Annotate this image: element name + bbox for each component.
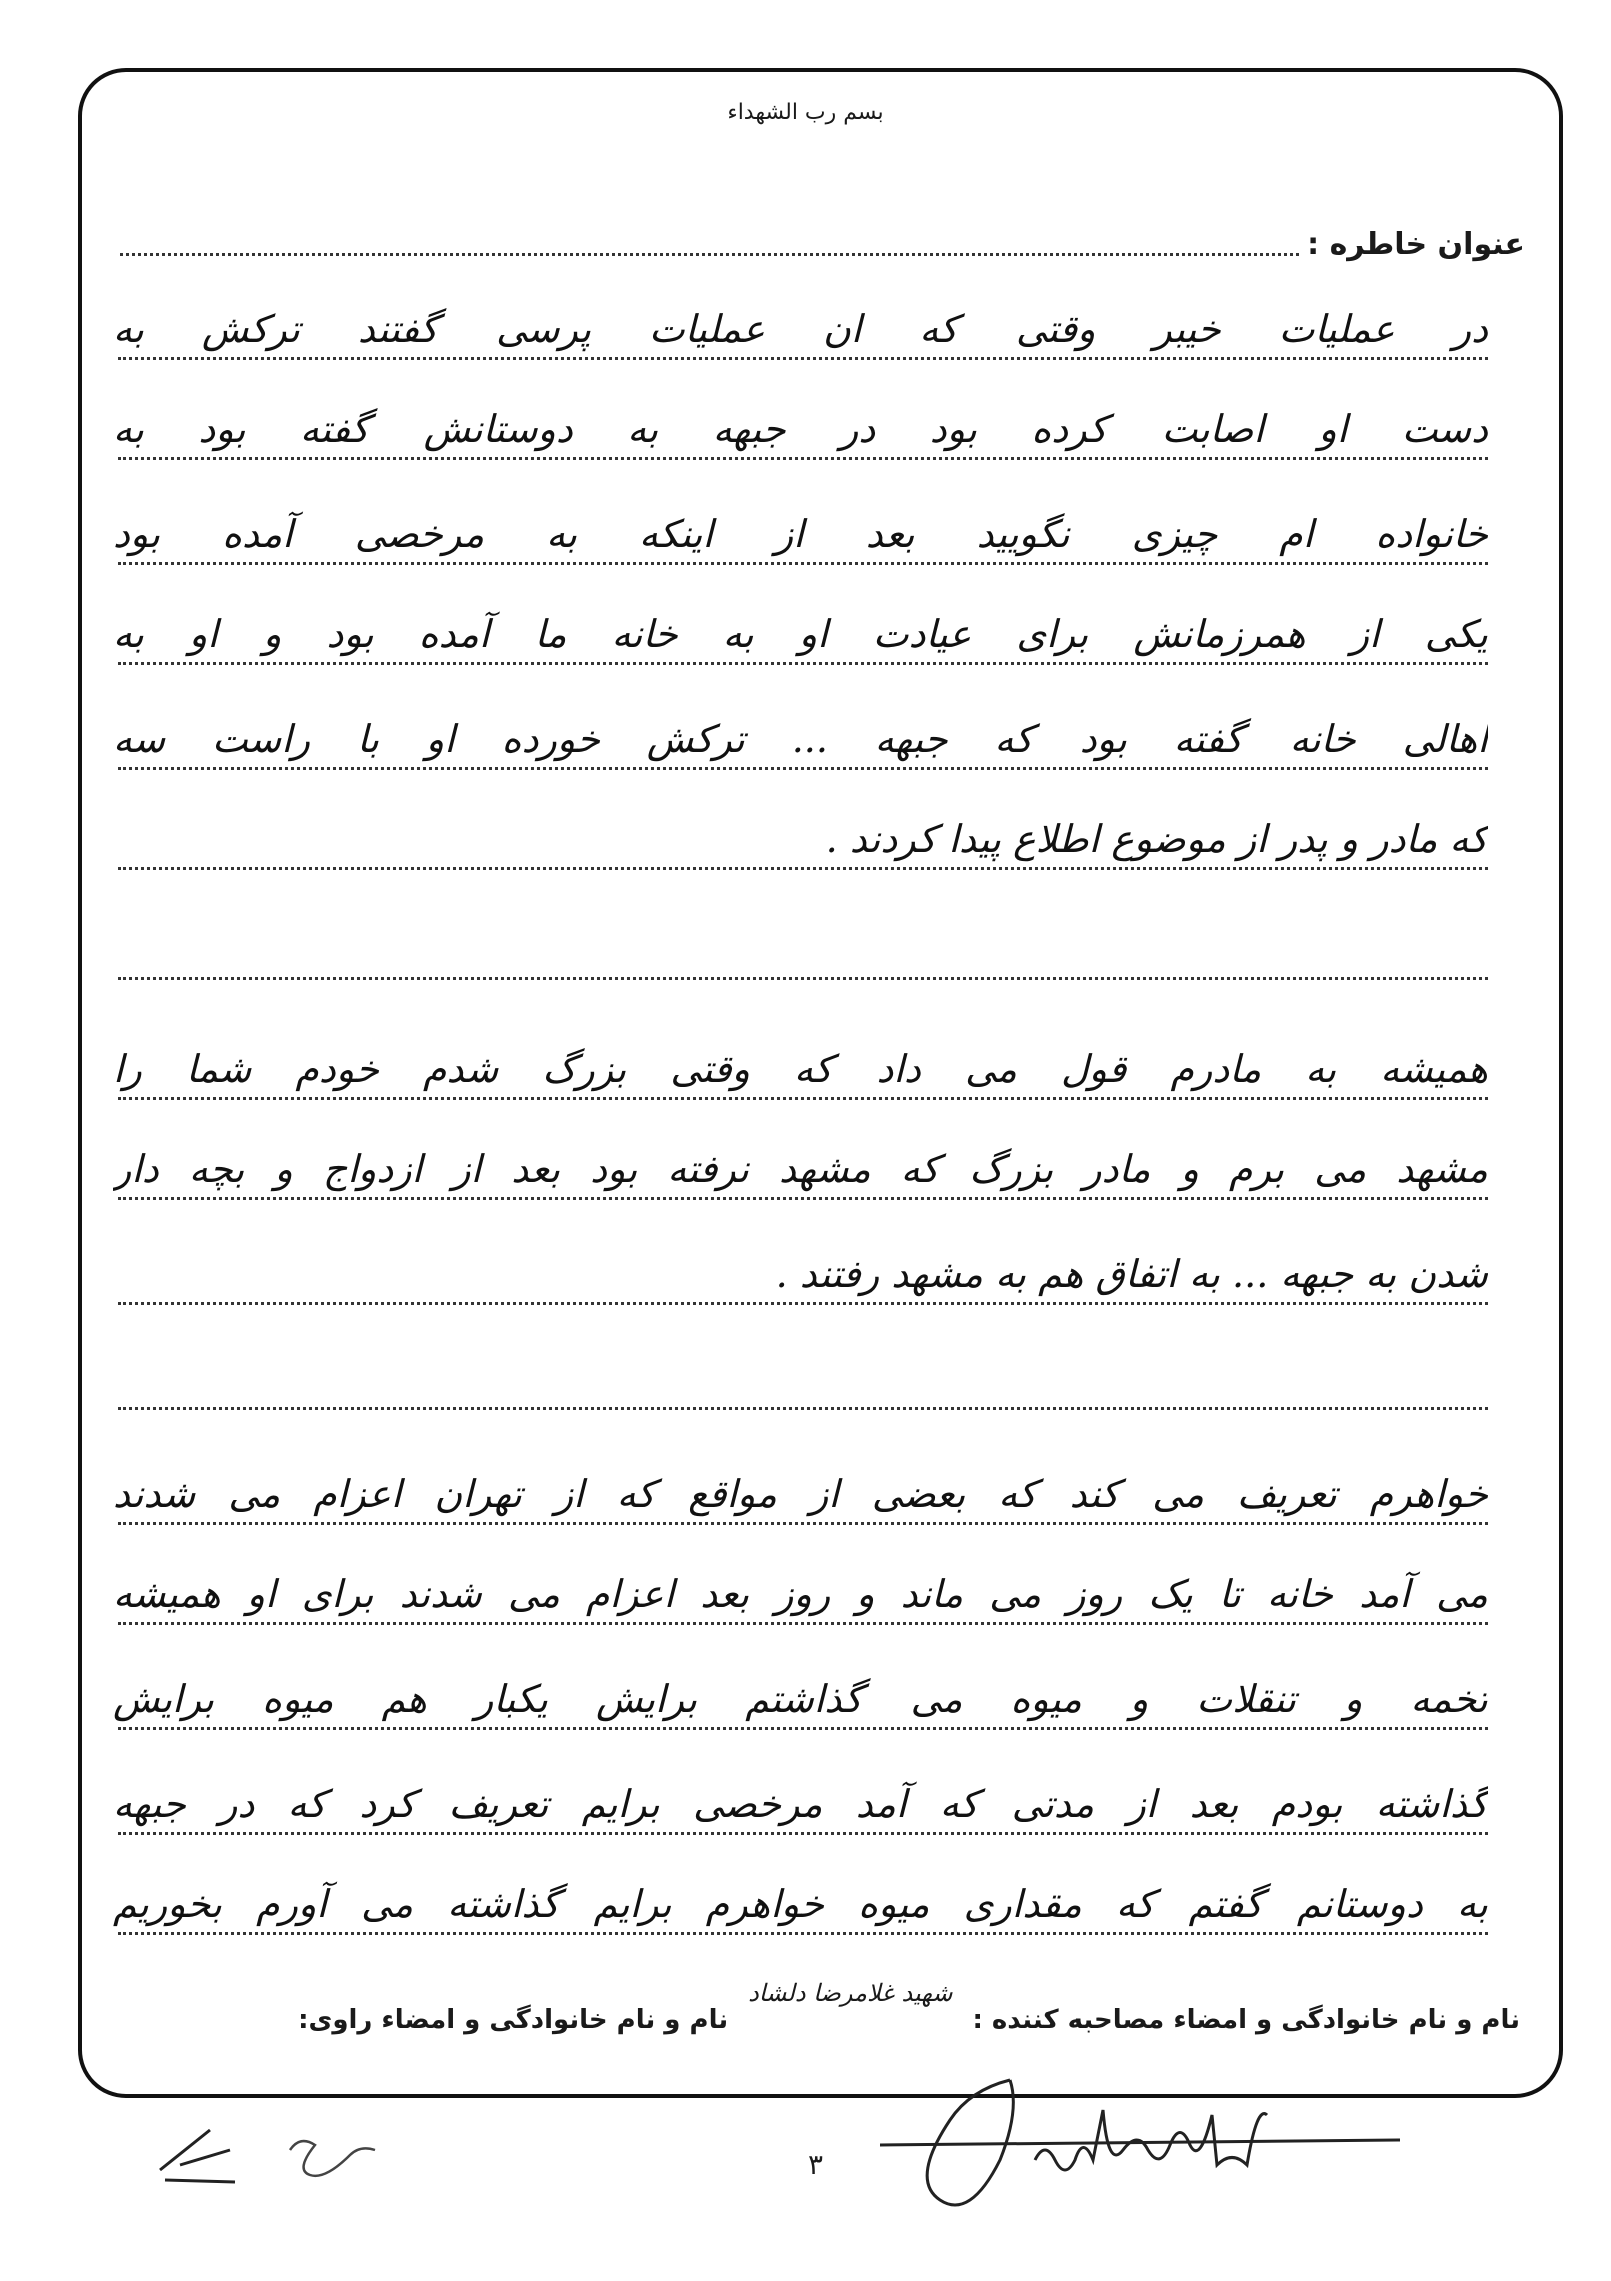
basmala-header: بسم رب الشهداء xyxy=(727,100,884,125)
handwritten-text: می آمد خانه تا یک روز می ماند و روز بعد اعزام می شدند برای او همیشه xyxy=(113,1572,1488,1616)
memoir-title-field[interactable] xyxy=(120,247,1299,256)
ruled-line xyxy=(113,605,1488,665)
page-number: ۳ xyxy=(808,2148,824,2181)
handwritten-text: تخمه و تنقلات و میوه می گذاشتم برایش یکبار هم میوه برایش xyxy=(113,1677,1488,1721)
ruled-line xyxy=(113,1465,1488,1525)
handwritten-text: به دوستانم گفتم که مقداری میوه خواهرم برایم گذاشته می آورم بخوریم xyxy=(113,1882,1488,1926)
ruled-line xyxy=(113,1775,1488,1835)
memoir-title-label: عنوان خاطره : xyxy=(1307,227,1525,262)
handwritten-text: اهالی خانه گفته بود که جبهه ... ترکش خورده او با راست سه xyxy=(113,717,1488,761)
handwritten-text: مشهد می برم و مادر بزرگ که مشهد نرفته بود بعد از ازدواج و بچه دار xyxy=(113,1147,1488,1191)
handwritten-text: دست او اصابت کرده بود در جبهه به دوستانش گفته بود به xyxy=(113,407,1488,451)
interviewer-signature xyxy=(860,2070,1420,2220)
handwritten-text: که مادر و پدر از موضوع اطلاع پیدا کردند . xyxy=(825,817,1488,861)
handwritten-text: خانواده ام چیزی نگویید بعد از اینکه به مرخصی آمده بود xyxy=(113,512,1488,556)
ruled-line-empty xyxy=(118,1350,1488,1410)
ruled-line xyxy=(113,1565,1488,1625)
ruled-line xyxy=(118,810,1488,870)
handwritten-text: خواهرم تعریف می کند که بعضی از مواقع که از تهران اعزام می شدند xyxy=(113,1472,1488,1516)
ruled-line xyxy=(113,1875,1488,1935)
handwritten-text: شدن به جبهه ... به اتفاق هم به مشهد رفتند . xyxy=(775,1252,1488,1296)
handwritten-text: گذاشته بودم بعد از مدتی که آمد مرخصی برایم تعریف کرد که در جبهه xyxy=(113,1782,1488,1826)
signature-labels-row xyxy=(120,1979,1520,2035)
ruled-line xyxy=(113,710,1488,770)
ruled-line xyxy=(113,1670,1488,1730)
narrator-signature xyxy=(140,2110,420,2200)
ruled-line xyxy=(113,1140,1488,1200)
ruled-line xyxy=(113,300,1488,360)
ruled-line xyxy=(113,1040,1488,1100)
handwritten-text: یکی از همرزمانش برای عیادت او به خانه ما آمده بود و او به xyxy=(113,612,1488,656)
ruled-line xyxy=(118,1245,1488,1305)
interviewer-handwritten-name: شهید غلامرضا دلشاد xyxy=(748,1979,953,2007)
memoir-title-row xyxy=(120,222,1525,262)
ruled-line-empty xyxy=(118,920,1488,980)
handwritten-text: همیشه به مادرم قول می داد که وقتی بزرگ شدم خودم شما را xyxy=(113,1047,1488,1091)
ruled-line xyxy=(113,400,1488,460)
narrator-label: نام و نام خانوادگی و امضاء راوی: xyxy=(298,2005,729,2035)
ruled-line xyxy=(113,505,1488,565)
interviewer-label: نام و نام خانوادگی و امضاء مصاحبه کننده : xyxy=(972,2005,1520,2035)
handwritten-text: در عملیات خیبر وقتی که ان عملیات پرسی گفتند ترکش به xyxy=(113,307,1488,351)
